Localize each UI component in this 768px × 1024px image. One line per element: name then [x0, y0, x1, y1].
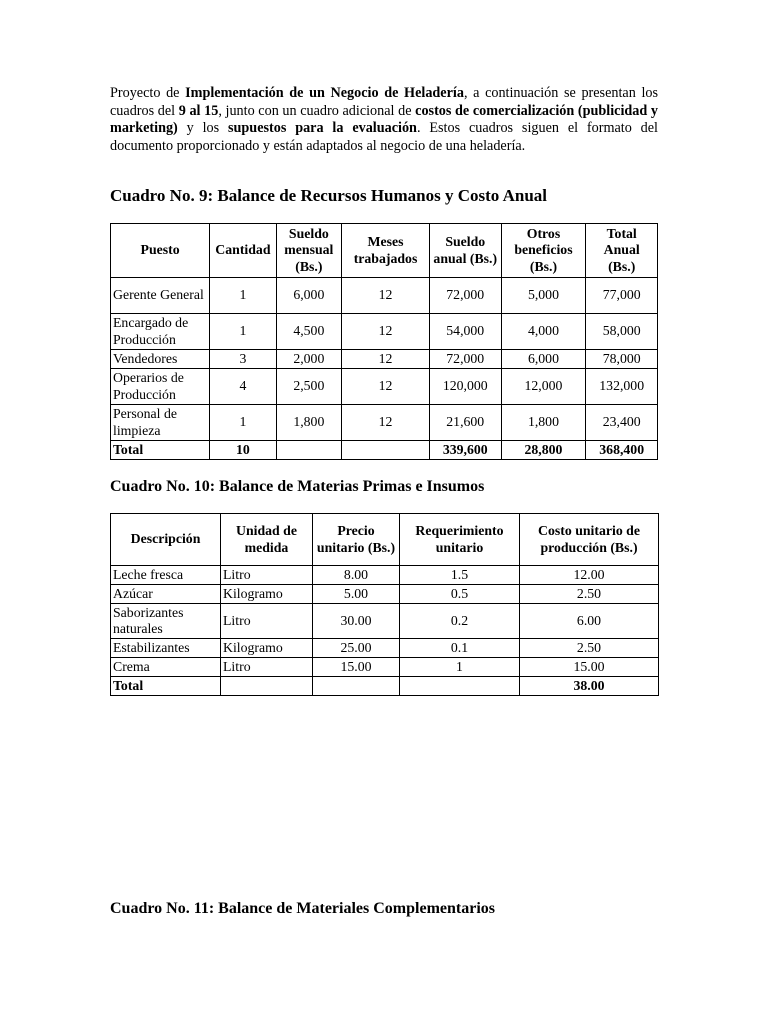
table-cell: 12: [342, 278, 430, 314]
table-row: [111, 585, 659, 604]
table-cell: 1: [210, 405, 276, 441]
table-cell: Total: [111, 677, 221, 696]
column-header: Total Anual (Bs.): [586, 224, 658, 278]
table-cell: 72,000: [429, 278, 501, 314]
table-cell: 339,600: [429, 441, 501, 460]
table-cell: 72,000: [429, 350, 501, 369]
table-cell: Leche fresca: [111, 566, 221, 585]
table-cell: 5,000: [501, 278, 586, 314]
column-header: Sueldo anual (Bs.): [429, 224, 501, 278]
table-row: [111, 658, 659, 677]
cuadro-9-title: Cuadro No. 9: Balance de Recursos Humanos y Costo Anual: [110, 186, 548, 205]
table-cell: 10: [210, 441, 276, 460]
intro-text-5: . Estos cuadros siguen el formato del documento proporcionado y están adaptados al negocio de una heladería.: [110, 120, 658, 154]
table-cell: 12.00: [520, 566, 659, 585]
table-cell: Personal de limpieza: [111, 405, 210, 441]
table-cell: [342, 441, 430, 460]
table-cell: 12: [342, 314, 430, 350]
intro-bold-costs: costos de comercialización (publicidad y marketing): [110, 102, 658, 136]
table-cell: Litro: [221, 604, 313, 639]
table-cell: 30.00: [313, 604, 400, 639]
table-cell: 6.00: [520, 604, 659, 639]
table-cell: 1,800: [276, 405, 341, 441]
column-header: Unidad de medida: [221, 514, 313, 566]
table-row: [111, 314, 658, 350]
column-header: Precio unitario (Bs.): [313, 514, 400, 566]
table-row: [111, 566, 659, 585]
table-cell: 78,000: [586, 350, 658, 369]
table-cell: 12: [342, 405, 430, 441]
table-cell: [221, 677, 313, 696]
table-cell: 3: [210, 350, 276, 369]
table-cell: Operarios de Producción: [111, 369, 210, 405]
column-header: Sueldo mensual (Bs.): [276, 224, 341, 278]
table-cell: 4,000: [501, 314, 586, 350]
table-cell: 120,000: [429, 369, 501, 405]
table-cell: Litro: [221, 658, 313, 677]
column-header: Requerimiento unitario: [400, 514, 520, 566]
table-cell: 15.00: [313, 658, 400, 677]
table-row: [111, 278, 658, 314]
table-cell: 23,400: [586, 405, 658, 441]
column-header: Cantidad: [210, 224, 276, 278]
column-header: Descripción: [111, 514, 221, 566]
intro-text-1: Proyecto de: [110, 85, 186, 101]
table-cell: 8.00: [313, 566, 400, 585]
intro-text-3: , junto con un cuadro adicional de: [218, 102, 416, 119]
table-row: [111, 350, 658, 369]
table-cell: Gerente General: [111, 278, 210, 314]
table-cell: 1.5: [400, 566, 520, 585]
total-row: [111, 441, 658, 460]
column-header: Costo unitario de producción (Bs.): [520, 514, 659, 566]
intro-bold-range: 9 al 15: [178, 102, 219, 119]
table-cell: 4: [210, 369, 276, 405]
table-cell: 12: [342, 369, 430, 405]
table-cell: 54,000: [429, 314, 501, 350]
intro-text-4: y los: [177, 120, 228, 136]
table-cell: 2.50: [520, 585, 659, 604]
table-cell: 25.00: [313, 639, 400, 658]
column-header: Otros beneficios (Bs.): [501, 224, 586, 278]
table-cell: 368,400: [586, 441, 658, 460]
table-row: [111, 604, 659, 639]
table-cell: 21,600: [429, 405, 501, 441]
table-cell: 12: [342, 350, 430, 369]
table-cell: 58,000: [586, 314, 658, 350]
table-cell: 0.1: [400, 639, 520, 658]
table-cell: Azúcar: [111, 585, 221, 604]
table-cell: 2,000: [276, 350, 341, 369]
table-cell: Vendedores: [111, 350, 210, 369]
table-cell: 38.00: [520, 677, 659, 696]
table-cell: 12,000: [501, 369, 586, 405]
intro-paragraph: [110, 85, 658, 155]
column-header: Meses trabajados: [342, 224, 430, 278]
table-row: [111, 405, 658, 441]
table-cell: [276, 441, 341, 460]
cuadro-10-table: [110, 513, 659, 696]
table-cell: [400, 677, 520, 696]
total-row: [111, 677, 659, 696]
cuadro-11-title: Cuadro No. 11: Balance de Materiales Complementarios: [110, 900, 495, 917]
table-cell: Total: [111, 441, 210, 460]
table-cell: 1,800: [501, 405, 586, 441]
table-row: [111, 639, 659, 658]
table-cell: Litro: [221, 566, 313, 585]
cuadro-10-title: Cuadro No. 10: Balance de Materias Primas e Insumos: [110, 478, 485, 495]
table-header-row: [111, 514, 659, 566]
table-header-row: [111, 224, 658, 278]
table-cell: 77,000: [586, 278, 658, 314]
table-cell: [313, 677, 400, 696]
table-cell: 1: [210, 278, 276, 314]
table-cell: 132,000: [586, 369, 658, 405]
cuadro-9-table: [110, 223, 658, 460]
table-cell: 0.2: [400, 604, 520, 639]
table-cell: 2.50: [520, 639, 659, 658]
intro-text-2: , a continuación se presentan los cuadros del: [110, 85, 658, 119]
table-cell: 15.00: [520, 658, 659, 677]
table-cell: 2,500: [276, 369, 341, 405]
table-cell: 6,000: [501, 350, 586, 369]
table-row: [111, 369, 658, 405]
table-cell: Kilogramo: [221, 585, 313, 604]
table-cell: Saborizantes naturales: [111, 604, 221, 639]
table-cell: 4,500: [276, 314, 341, 350]
intro-bold-project: Implementación de un Negocio de Heladería: [185, 85, 464, 101]
table-cell: 0.5: [400, 585, 520, 604]
table-cell: 1: [400, 658, 520, 677]
table-cell: 5.00: [313, 585, 400, 604]
table-cell: Encargado de Producción: [111, 314, 210, 350]
column-header: Puesto: [111, 224, 210, 278]
table-cell: Kilogramo: [221, 639, 313, 658]
table-cell: 6,000: [276, 278, 341, 314]
table-cell: 28,800: [501, 441, 586, 460]
table-cell: Estabilizantes: [111, 639, 221, 658]
intro-bold-assumptions: supuestos para la evaluación: [228, 120, 417, 136]
table-cell: Crema: [111, 658, 221, 677]
table-cell: 1: [210, 314, 276, 350]
